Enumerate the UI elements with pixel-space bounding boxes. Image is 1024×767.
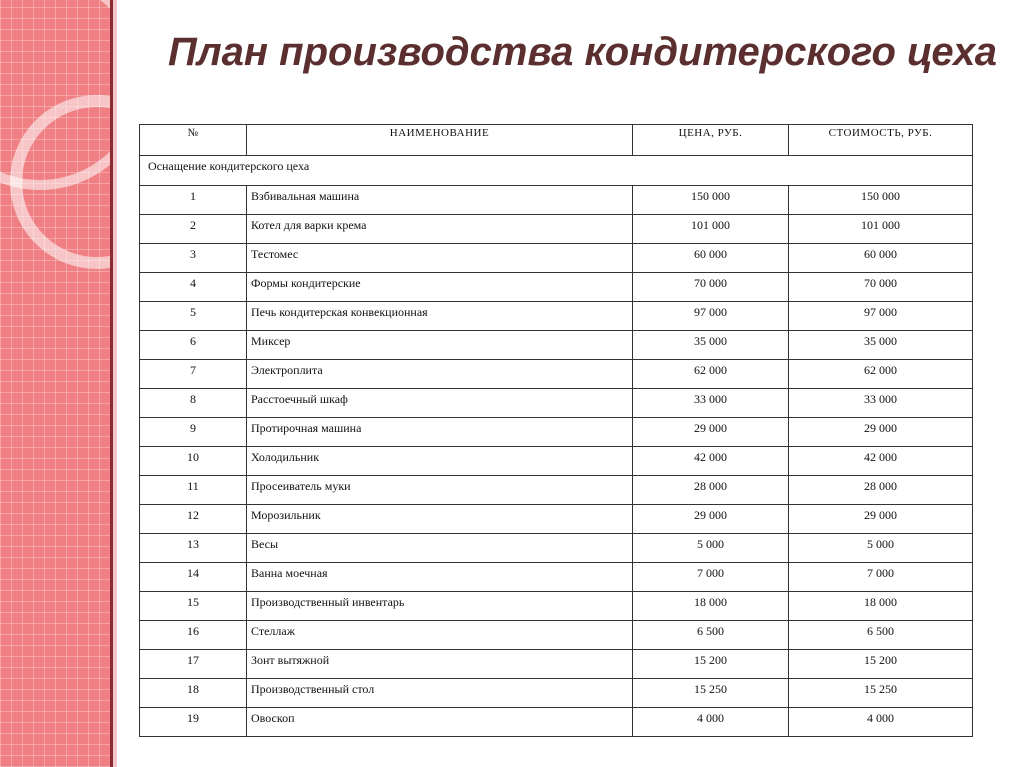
- cell-price: 70 000: [633, 273, 789, 302]
- table-row: [140, 650, 973, 679]
- cell-price: 60 000: [633, 244, 789, 273]
- cell-name: Производственный стол: [247, 679, 633, 708]
- header-cost: СТОИМОСТЬ, РУБ.: [789, 125, 973, 156]
- cell-num: 14: [140, 563, 247, 592]
- cell-name: Электроплита: [247, 360, 633, 389]
- cell-price: 15 200: [633, 650, 789, 679]
- cell-name: Овоскоп: [247, 708, 633, 737]
- table-row: [140, 476, 973, 505]
- header-num: №: [140, 125, 247, 156]
- cell-price: 150 000: [633, 186, 789, 215]
- cell-num: 1: [140, 186, 247, 215]
- table-row: [140, 302, 973, 331]
- cell-num: 15: [140, 592, 247, 621]
- cell-cost: 7 000: [789, 563, 973, 592]
- cell-name: Тестомес: [247, 244, 633, 273]
- cell-price: 29 000: [633, 505, 789, 534]
- cell-num: 9: [140, 418, 247, 447]
- cell-cost: 35 000: [789, 331, 973, 360]
- cell-num: 18: [140, 679, 247, 708]
- cell-cost: 6 500: [789, 621, 973, 650]
- table-row: [140, 534, 973, 563]
- cell-price: 97 000: [633, 302, 789, 331]
- cell-cost: 15 200: [789, 650, 973, 679]
- cell-name: Печь кондитерская конвекционная: [247, 302, 633, 331]
- cell-name: Формы кондитерские: [247, 273, 633, 302]
- cell-num: 12: [140, 505, 247, 534]
- slide-title: План производства кондитерского цеха: [168, 30, 998, 74]
- cell-price: 33 000: [633, 389, 789, 418]
- cell-price: 7 000: [633, 563, 789, 592]
- cell-name: Ванна моечная: [247, 563, 633, 592]
- table-row: [140, 708, 973, 737]
- table-row: [140, 215, 973, 244]
- cell-num: 16: [140, 621, 247, 650]
- table-row: [140, 679, 973, 708]
- table-row: [140, 592, 973, 621]
- cell-cost: 70 000: [789, 273, 973, 302]
- table-group-row: [140, 156, 973, 186]
- table-row: [140, 273, 973, 302]
- cell-price: 6 500: [633, 621, 789, 650]
- cell-name: Котел для варки крема: [247, 215, 633, 244]
- table-header-row: [140, 125, 973, 156]
- cell-cost: 101 000: [789, 215, 973, 244]
- cell-name: Морозильник: [247, 505, 633, 534]
- cell-num: 11: [140, 476, 247, 505]
- cell-price: 15 250: [633, 679, 789, 708]
- cell-name: Протирочная машина: [247, 418, 633, 447]
- cell-name: Просеиватель муки: [247, 476, 633, 505]
- cell-num: 19: [140, 708, 247, 737]
- cell-num: 7: [140, 360, 247, 389]
- group-label: Оснащение кондитерского цеха: [140, 156, 973, 186]
- header-name: НАИМЕНОВАНИЕ: [247, 125, 633, 156]
- cell-cost: 150 000: [789, 186, 973, 215]
- cell-name: Стеллаж: [247, 621, 633, 650]
- table-row: [140, 360, 973, 389]
- cell-num: 8: [140, 389, 247, 418]
- cell-cost: 29 000: [789, 418, 973, 447]
- cell-cost: 4 000: [789, 708, 973, 737]
- header-price: ЦЕНА, РУБ.: [633, 125, 789, 156]
- cell-price: 101 000: [633, 215, 789, 244]
- cell-num: 2: [140, 215, 247, 244]
- sidebar-divider-light: [113, 0, 117, 767]
- cell-num: 4: [140, 273, 247, 302]
- cell-name: Зонт вытяжной: [247, 650, 633, 679]
- cell-name: Расстоечный шкаф: [247, 389, 633, 418]
- cell-name: Производственный инвентарь: [247, 592, 633, 621]
- cell-num: 17: [140, 650, 247, 679]
- table-row: [140, 389, 973, 418]
- cell-cost: 18 000: [789, 592, 973, 621]
- cell-cost: 29 000: [789, 505, 973, 534]
- cell-cost: 33 000: [789, 389, 973, 418]
- cell-name: Холодильник: [247, 447, 633, 476]
- table-row: [140, 186, 973, 215]
- cell-cost: 62 000: [789, 360, 973, 389]
- cell-price: 29 000: [633, 418, 789, 447]
- table-row: [140, 505, 973, 534]
- cell-cost: 97 000: [789, 302, 973, 331]
- table-row: [140, 621, 973, 650]
- cell-num: 6: [140, 331, 247, 360]
- cell-cost: 60 000: [789, 244, 973, 273]
- table-row: [140, 563, 973, 592]
- table-row: [140, 331, 973, 360]
- cell-name: Взбивальная машина: [247, 186, 633, 215]
- table-row: [140, 244, 973, 273]
- cell-cost: 42 000: [789, 447, 973, 476]
- equipment-table: [139, 124, 973, 737]
- cell-price: 4 000: [633, 708, 789, 737]
- cell-num: 3: [140, 244, 247, 273]
- cell-num: 5: [140, 302, 247, 331]
- table-row: [140, 447, 973, 476]
- cell-price: 35 000: [633, 331, 789, 360]
- cell-price: 62 000: [633, 360, 789, 389]
- cell-cost: 15 250: [789, 679, 973, 708]
- cell-price: 42 000: [633, 447, 789, 476]
- cell-name: Весы: [247, 534, 633, 563]
- cell-price: 28 000: [633, 476, 789, 505]
- cell-cost: 28 000: [789, 476, 973, 505]
- cell-name: Миксер: [247, 331, 633, 360]
- cell-price: 5 000: [633, 534, 789, 563]
- cell-price: 18 000: [633, 592, 789, 621]
- cell-num: 10: [140, 447, 247, 476]
- table-row: [140, 418, 973, 447]
- cell-cost: 5 000: [789, 534, 973, 563]
- decorative-sidebar: [0, 0, 110, 767]
- cell-num: 13: [140, 534, 247, 563]
